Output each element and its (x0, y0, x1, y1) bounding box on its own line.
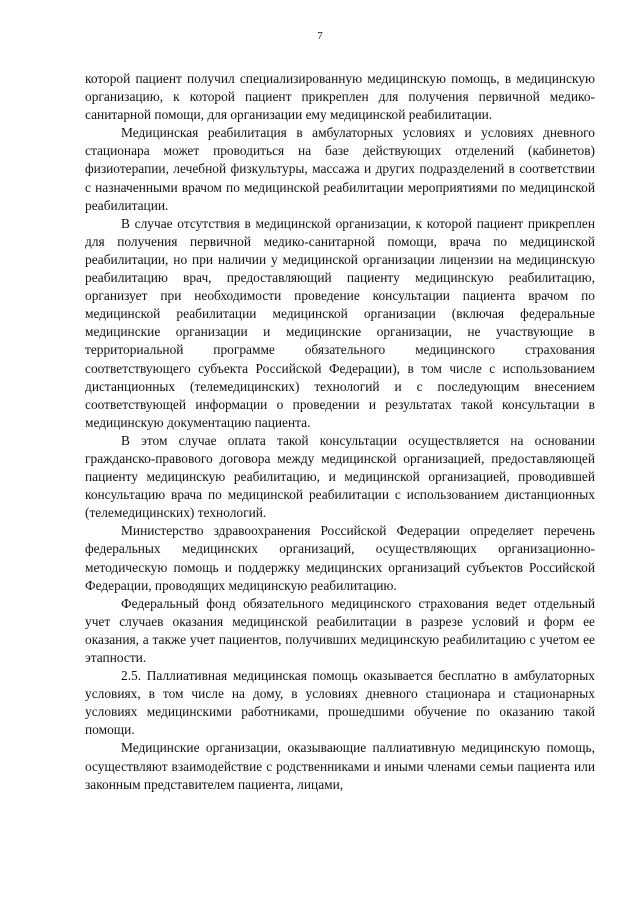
paragraph-ffoms-accounting: Федеральный фонд обязательного медицинского страхования ведет отдельный учет случаев оказания медицинской реабилитации в разрезе условий и форм ее оказания, а также учет пациентов, получивших медицинскую реабилитацию с учетом ее этапности. (85, 595, 595, 665)
paragraph-rehab-consultation: В случае отсутствия в медицинской организации, к которой пациент прикреплен для получения первичной медико-санитарной помощи, врача по медицинской реабилитации, но при наличии у медицинской организации лицензии на медицинскую реабилитацию врач, предоставляющий пациенту медицинскую реабилитацию, организует при необходимости проведение консультации пациента врачом по медицинской реабилитации медицинской организации (включая федеральные медицинские организации и медицинские организации, не участвующие в территориальной программе обязательного медицинского страхования соответствующего субъекта Российской Федерации), в том числе с использованием дистанционных (телемедицинских) технологий и с последующим внесением соответствующей информации о проведении и результатах такой консультации в медицинскую документацию пациента. (85, 215, 595, 430)
paragraph-consultation-payment: В этом случае оплата такой консультации осуществляется на основании гражданско-правового договора между медицинской организацией, предоставляющей пациенту медицинскую реабилитацию, и медицинской организацией, проводившей консультацию врача по медицинской реабилитации с использованием дистанционных (телемедицинских) технологий. (85, 432, 595, 521)
page-number: 7 (317, 30, 323, 42)
paragraph-palliative-care: 2.5. Паллиативная медицинская помощь оказывается бесплатно в амбулаторных условиях, в том числе на дому, в условиях дневного стационара и стационарных условиях медицинскими работниками, прошедшими обучение по оказанию такой помощи. (85, 668, 595, 738)
document-body (85, 70, 595, 794)
paragraph-palliative-interaction: Медицинские организации, оказывающие паллиативную медицинскую помощь, осуществляют взаимодействие с родственниками и иными членами семьи пациента или законным представителем пациента, лицами, (85, 740, 595, 792)
paragraph-rehab-outpatient: Медицинская реабилитация в амбулаторных условиях и условиях дневного стационара может проводиться на базе действующих отделений (кабинетов) физиотерапии, лечебной физкультуры, массажа и других подразделений в соответствии с назначенными врачом по медицинской реабилитации мероприятиями по медицинской реабилитации. (85, 125, 595, 213)
paragraph-ministry-list: Министерство здравоохранения Российской Федерации определяет перечень федеральных медицинских организаций, осуществляющих организационно-методическую помощь и поддержку медицинских организаций субъектов Российской Федерации, проводящих медицинскую реабилитацию. (85, 523, 595, 593)
paragraph-continuation: которой пациент получил специализированную медицинскую помощь, в медицинскую организацию, к которой пациент прикреплен для получения первичной медико-санитарной помощи, для организации ему медицинской реабилитации. (85, 71, 595, 123)
